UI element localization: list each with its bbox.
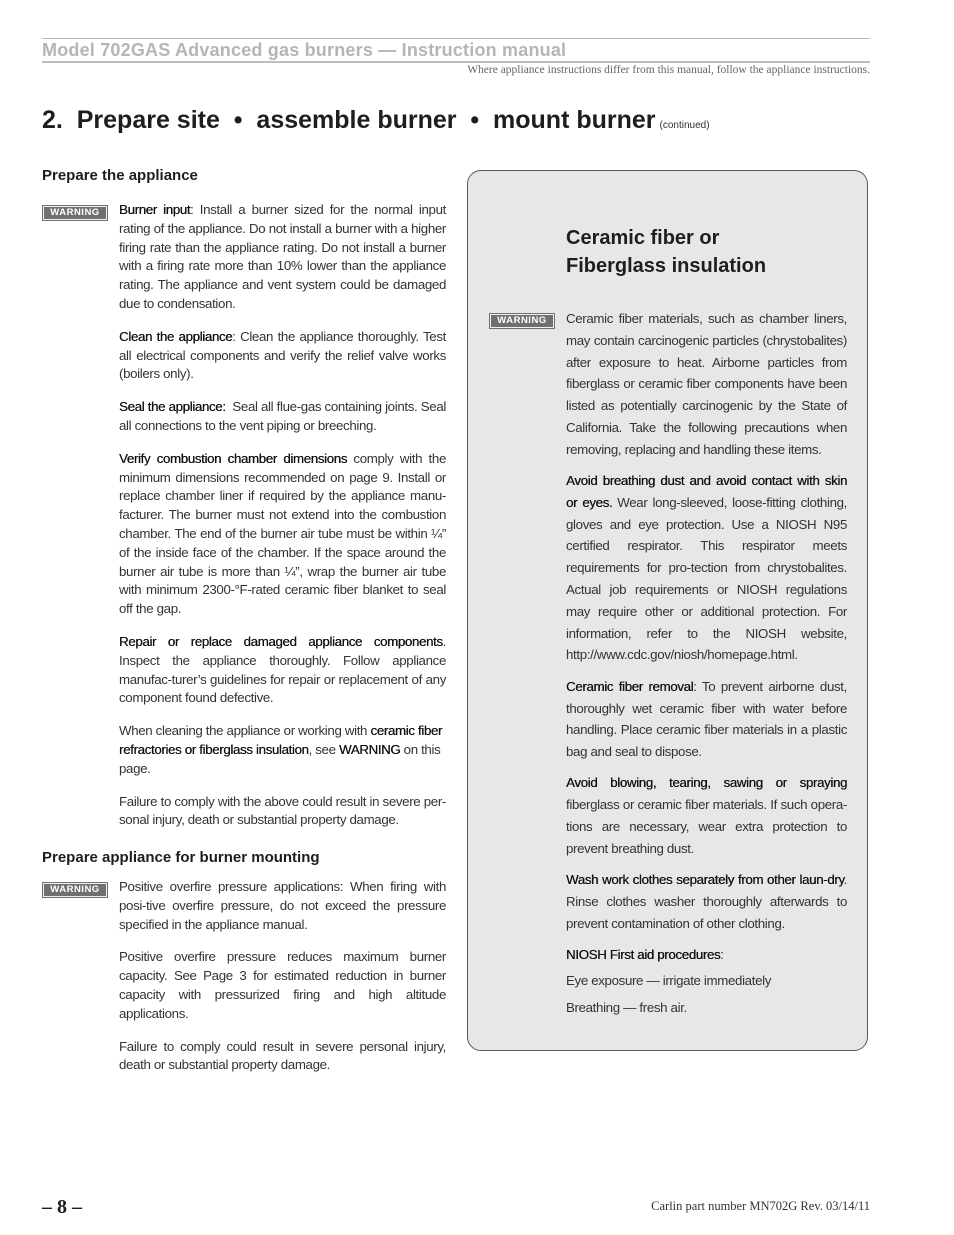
paragraph-verify-chamber: [119, 450, 446, 619]
lead-avoid-blowing: Avoid blowing, tearing, sawing or spraying: [566, 775, 847, 791]
running-header-subtitle: Where appliance instructions differ from this manual, follow the appliance instructions.: [467, 64, 870, 76]
lead-ceramic-reference: ceramic fiber refractories or fiberglass insulation: [119, 723, 442, 757]
prepare-appliance-column: [119, 201, 450, 844]
text-ceramic-reference-post: on this page.: [119, 741, 441, 776]
paragraph-failure-notice: [119, 793, 446, 831]
text-burner-input: : Install a burner sized for the normal input rating of the appliance. Do not install a burner with a higher firing rate than the appliance rating. Do not install a burner with a firing rate more than 10% lower than the appliance rating. The appliance and vent system could be damaged due to condensation.: [119, 202, 446, 311]
text-overfire-pressure: Positive overfire pressure applications: When firing with posi-tive overfire pressure, do not exceed the pressure specified in the appliance manual.: [119, 879, 446, 932]
paragraph-eye-exposure: [566, 970, 847, 992]
paragraph-burner-input: [119, 201, 446, 314]
text-repair-components: . Inspect the appliance thoroughly. Follow appliance manufac-turer’s guidelines for repair or replacement of any component found defective.: [119, 633, 446, 706]
text-first-aid: :: [720, 947, 724, 963]
header-rule-bottom: [42, 61, 870, 63]
text-clean-appliance: : Clean the appliance thoroughly. Test all electrical components and verify the relief valve works (boilers only).: [119, 328, 446, 382]
text-avoid-dust: Wear long-sleeved, loose-fitting clothing, gloves and eye protection. Use a NIOSH N95 certified respirator. This respirator meets requirements for pro-tection from chrystobalites. Actual job requirements or NIOSH regulations may require other or additional protection. For information, refer to the NIOSH website, http://www.cdc.gov/niosh/homepage.html.: [566, 494, 848, 663]
text-ceramic-hazard: Ceramic fiber materials, such as chamber liners, may contain carcinogenic particles (chrystobalites) after exposure to heat. Airborne particles from fiberglass or ceramic fiber components have been listed as potentially carcinogenic by the State of California. Take the following precautions when removing, replacing and handling these items.: [566, 311, 847, 457]
panel-title: [566, 224, 766, 280]
text-seal-appliance: Seal all flue-gas containing joints. Seal all connections to the vent piping or breeching.: [119, 399, 450, 433]
heading-prepare-appliance: Prepare the appliance: [42, 167, 198, 184]
section-title-text: 2. Prepare site • assemble burner • mount burner: [42, 106, 656, 134]
warning-reference: WARNING: [338, 741, 401, 757]
warning-badge: WARNING: [490, 314, 554, 328]
lead-avoid-dust: Avoid breathing dust and avoid contact with skin or eyes.: [566, 473, 847, 510]
paragraph-wash-clothes: [566, 869, 847, 934]
paragraph-mounting-failure: [119, 1038, 446, 1076]
text-eye-exposure: Eye exposure — irrigate immediately: [566, 972, 772, 988]
heading-burner-mounting: Prepare appliance for burner mounting: [42, 849, 320, 866]
text-mounting-failure: Failure to comply could result in severe personal injury, death or substantial property damage.: [119, 1038, 446, 1073]
paragraph-seal-appliance: [119, 398, 450, 436]
text-avoid-blowing: fiberglass or ceramic fiber materials. If such opera-tions are necessary, wear extra protection to prevent breathing dust.: [566, 797, 847, 856]
paragraph-breathing: [566, 997, 847, 1019]
text-fiber-removal: : To prevent airborne dust, thoroughly wet ceramic fiber with water before handling. Place ceramic fiber materials in a plastic bag and seal to dispose.: [566, 678, 847, 760]
lead-burner-input: Burner input: [119, 202, 191, 217]
paragraph-capacity-reduction: [119, 948, 446, 1023]
text-failure-notice: Failure to comply with the above could result in severe per-sonal injury, death or substantial property damage.: [119, 793, 446, 828]
lead-seal-appliance: Seal the appliance:: [119, 399, 226, 415]
lead-clean-appliance: Clean the appliance: [119, 328, 233, 344]
section-continued-note: (continued): [659, 120, 710, 131]
panel-title-line1: Ceramic fiber or: [566, 227, 720, 249]
paragraph-ceramic-reference: [119, 722, 446, 778]
page-number: – 8 –: [42, 1196, 82, 1218]
part-number: Carlin part number MN702G Rev. 03/14/11: [651, 1199, 870, 1213]
text-breathing: Breathing — fresh air.: [566, 999, 687, 1015]
mounting-column: [119, 878, 446, 1089]
paragraph-avoid-blowing: [566, 772, 847, 859]
paragraph-overfire-pressure: [119, 878, 446, 934]
paragraph-avoid-dust: [566, 470, 847, 666]
lead-first-aid: NIOSH First aid procedures: [566, 947, 721, 963]
paragraph-clean-appliance: [119, 328, 446, 384]
text-ceramic-reference-mid: , see: [308, 741, 339, 757]
lead-repair-components: Repair or replace damaged appliance components: [119, 633, 443, 649]
panel-title-line2: Fiberglass insulation: [566, 255, 767, 277]
lead-verify-chamber: Verify combustion chamber dimensions: [119, 450, 347, 466]
lead-fiber-removal: Ceramic fiber removal: [566, 678, 694, 694]
running-header-title: Model 702GAS Advanced gas burners — Instruction manual: [42, 40, 567, 60]
lead-wash-clothes: Wash work clothes separately from other laun-dry: [566, 872, 844, 888]
section-title: [42, 106, 710, 135]
paragraph-fiber-removal: [566, 676, 847, 763]
warning-badge: WARNING: [43, 206, 107, 220]
header-rule-top: [42, 38, 870, 39]
text-ceramic-reference-pre: When cleaning the appliance or working with: [119, 723, 371, 739]
paragraph-repair-components: [119, 633, 446, 708]
paragraph-first-aid: [566, 944, 847, 966]
paragraph-ceramic-hazard: [566, 308, 847, 461]
text-capacity-reduction: Positive overfire pressure reduces maximum burner capacity. See Page 3 for estimated reduction in burner capacity with pressurized firing and high altitude applications.: [119, 949, 446, 1021]
panel-column: [566, 308, 847, 1028]
text-verify-chamber: comply with the minimum dimensions recommended on page 9. Install or replace chamber liner if required by the appliance manu-facturer. The burner must not extend into the combustion chamber. The end of the burner air tube must be within ¼” of the inside face of the chamber. If the space around the burner air tube is more than ¼”, wrap the burner air tube with minimum 2300-°F-rated ceramic fiber blanket to seal off the gap.: [119, 450, 446, 617]
text-wash-clothes: . Rinse clothes washer thoroughly afterwards to prevent contamination of other clothing.: [566, 872, 847, 931]
warning-badge: WARNING: [43, 883, 107, 897]
